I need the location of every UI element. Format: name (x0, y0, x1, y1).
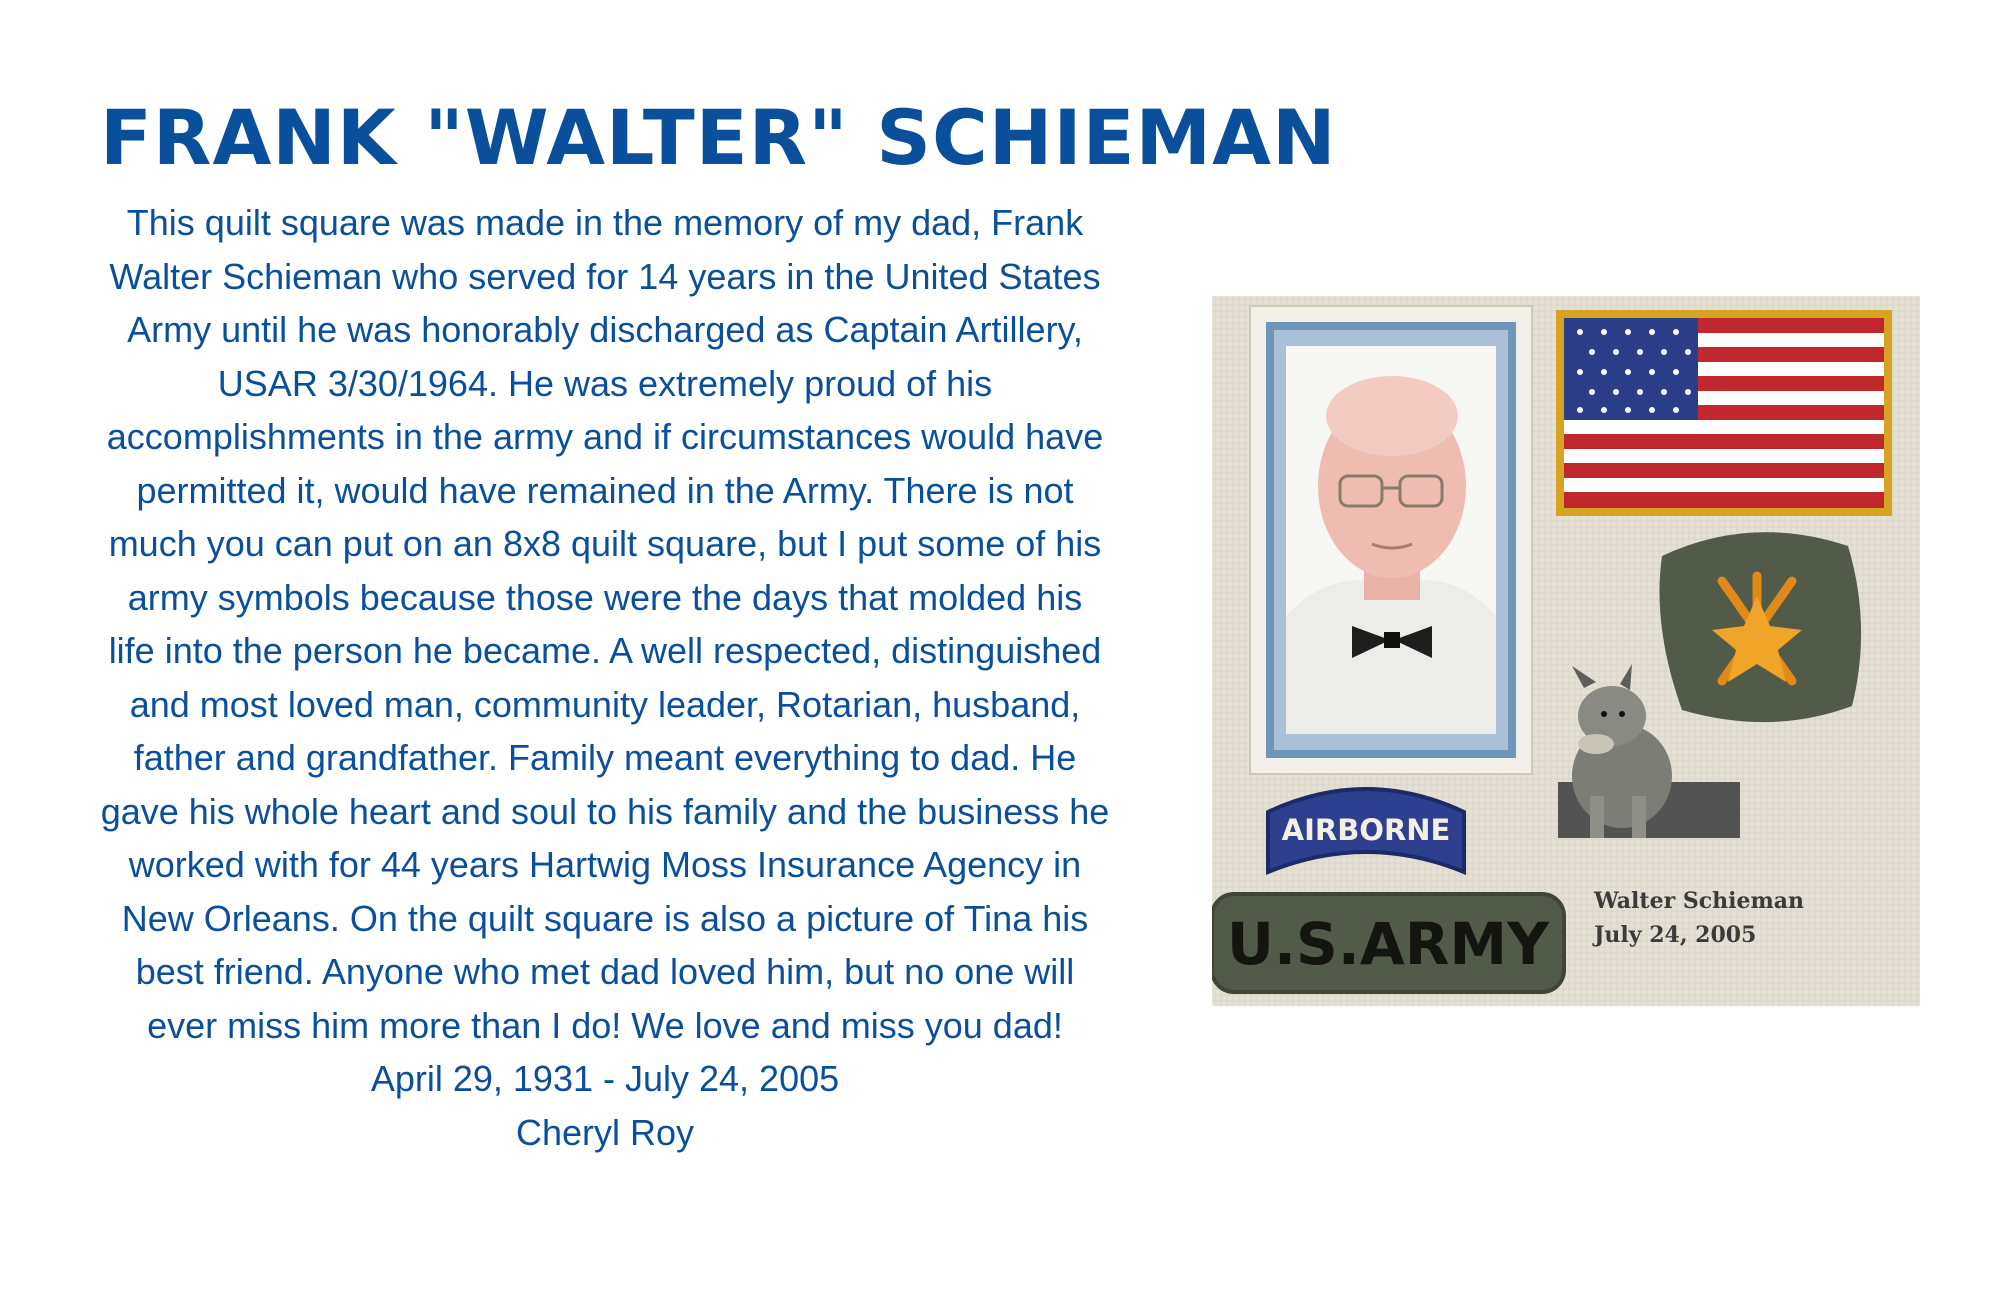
author-name: Cheryl Roy (515, 1111, 695, 1153)
portrait-photo (1250, 306, 1532, 774)
tribute-paragraph: This quilt square was made in the memory of my dad, Frank Walter Schieman who served for 14 years in the United States Army until he was honorably discharged as Captain Artillery, USAR 3/30/1964. He was extremely proud of his accomplishments in the army and if circumstances would have permitted it, would have remained in the Army. There is not much you can put on an 8x8 quilt square, but I put some of his army symbols because those were the days that molded his life into the person he became. A well respected, distinguished and most loved man, community leader, Rotarian, husband, father and grandfather. Family meant everything to dad. He gave his whole heart and soul to his family and the business he worked with for 44 years Hartwig Moss Insurance Agency in New Orleans. On the quilt square is also a picture of Tina his best friend. Anyone who met dad loved him, but no one will ever miss him more than I do! We love and miss you dad! (100, 202, 1110, 1046)
us-army-tab-patch (1212, 894, 1564, 992)
page-title: FRANK "WALTER" SCHIEMAN (100, 93, 1337, 182)
quilt-square-photo (1212, 296, 1920, 1006)
us-army-tab-text: U.S.ARMY (1226, 910, 1550, 978)
signature-date: July 24, 2005 (1594, 922, 1757, 948)
life-dates: April 29, 1931 - July 24, 2005 (370, 1058, 840, 1099)
memorial-text (100, 196, 1110, 1159)
airborne-tab-text: AIRBORNE (1281, 813, 1451, 847)
american-flag-patch (1556, 310, 1892, 516)
signature-name: Walter Schieman (1594, 888, 1804, 914)
artillery-insignia-patch (1660, 532, 1862, 722)
